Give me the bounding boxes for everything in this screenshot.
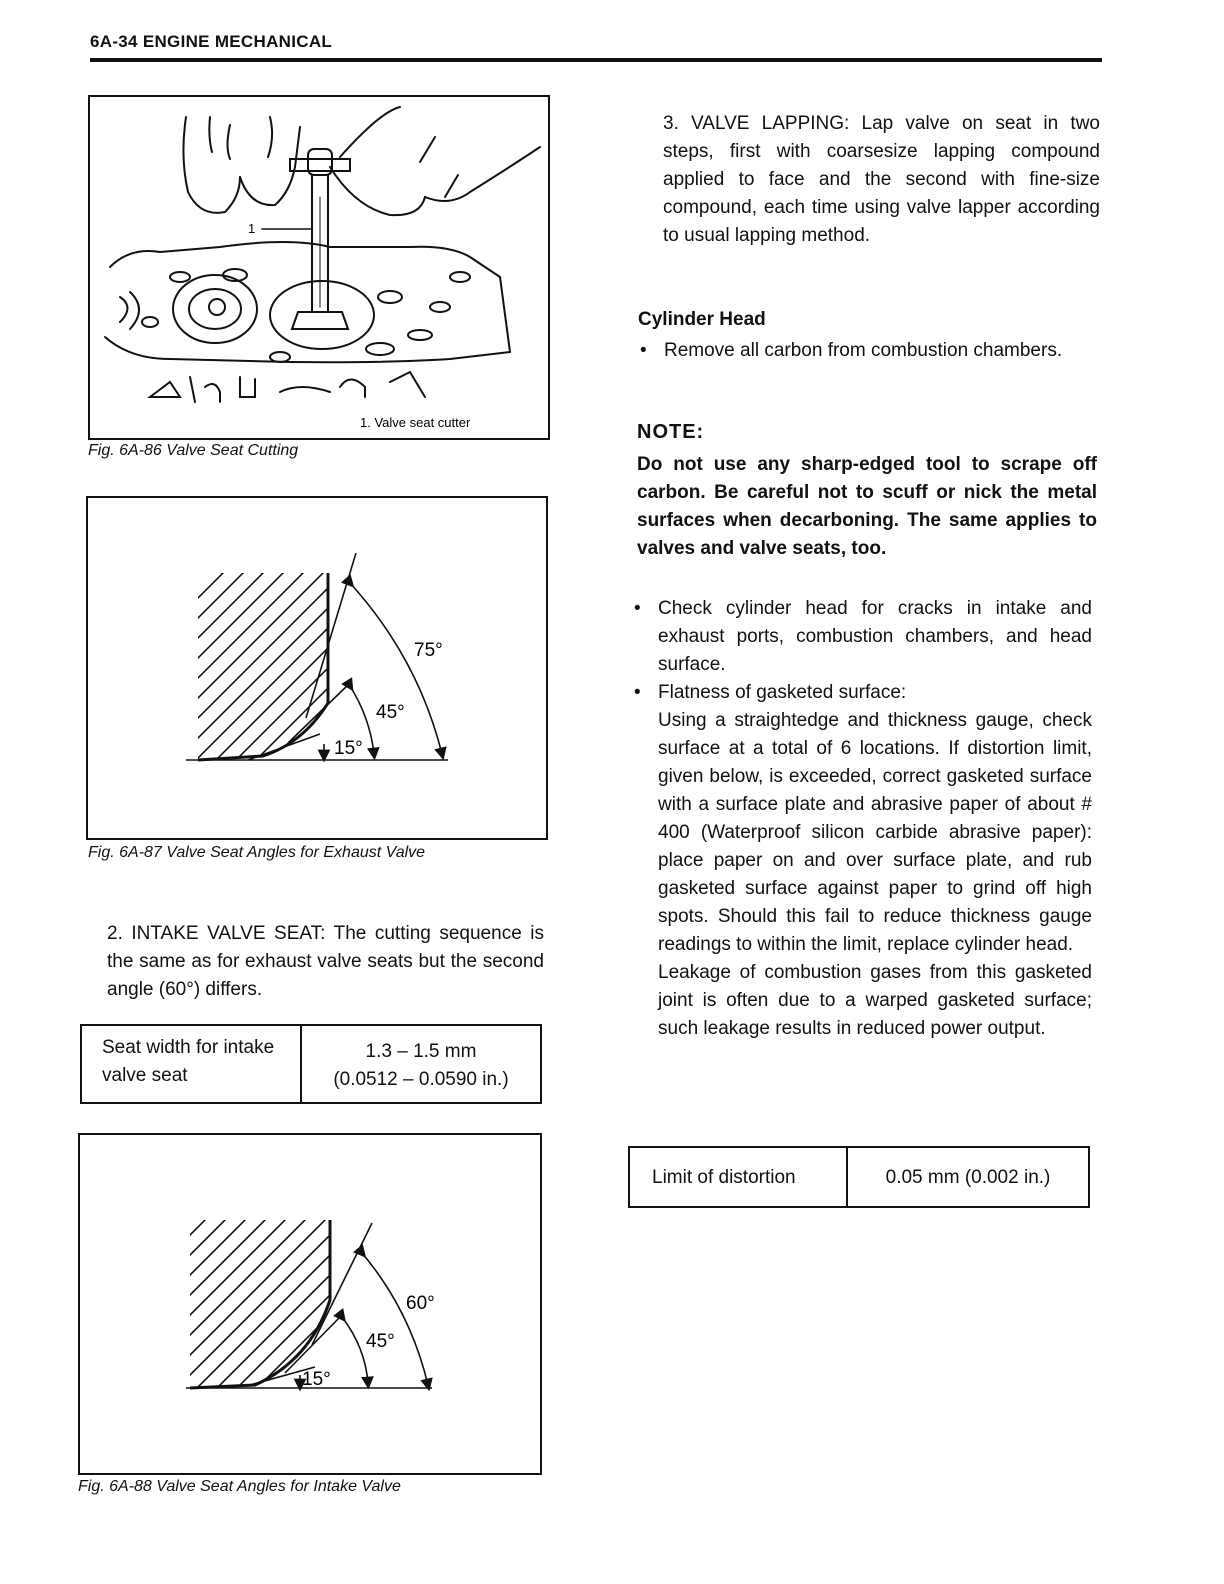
bullet-check-cracks [634,595,1092,679]
figure-caption-6a-86: Fig. 6A-86 Valve Seat Cutting [88,442,299,459]
arc-75 [350,583,442,754]
note-text: Do not use any sharp-edged tool to scrape off carbon. Be careful not to scuff or nick the metal surfaces when decarboning. The same applies to valves and valve seats, too. [637,454,1097,559]
figure-caption-6a-87: Fig. 6A-87 Valve Seat Angles for Exhaust Valve [88,844,426,861]
bullet-icon: • [634,598,641,619]
angle-label-45: 45° [366,1331,395,1352]
bullet-flatness-title: Flatness of gasketed surface: [658,682,907,703]
figure-valve-seat-cutting [88,95,550,440]
cutter-head [292,312,348,329]
distortion-value: 0.05 mm (0.002 in.) [885,1167,1051,1188]
angle-label-15: 15° [302,1369,331,1390]
arc-60 [362,1253,428,1385]
figure-legend: 1. Valve seat cutter [360,415,471,430]
bullet-flatness-body: Using a straightedge and thickness gauge, check surface at a total of 6 locations. If distortion limit, given below, is exceeded, correct gasketed surface with a surface plate and abrasive paper of about # 400 (Waterproof silicon carbide abrasive paper): place paper on and over surface plate, and rub gasketed surface against paper to grind off high spots. Should this fail to reduce thickness gauge readings to within the limit, replace cylinder head. [658,710,1092,955]
distortion-label: Limit of distortion [630,1148,848,1206]
note-heading: NOTE: [637,421,705,443]
page-header: 6A-34 ENGINE MECHANICAL [90,32,333,51]
seat-width-table [80,1024,542,1104]
left-hand-outline [183,117,240,213]
valve-lapping-paragraph: 3. VALVE LAPPING: Lap valve on seat in two steps, first with coarsesize lapping compound applied to face and the second with fine-size compound, each time using valve lapper according to usual lapping method. [663,113,1100,246]
bullet-remove-carbon [640,337,1098,365]
header-rule [90,58,1102,62]
bullet-flatness-leakage: Leakage of combustion gases from this gasketed joint is often due to a warped gasketed surface; such leakage results in reduced power output. [658,962,1092,1039]
seat-width-value [302,1026,540,1102]
bullet-remove-carbon-text: Remove all carbon from combustion chambers. [664,340,1063,361]
valve-seat-cutting-illustration [90,97,548,438]
angle-label-15: 15° [334,738,363,759]
combustion-chamber-left [173,275,257,343]
right-hand-outline [330,167,425,215]
figure-exhaust-valve-angles [86,496,548,840]
bullet-icon: • [640,340,647,361]
intake-seat-angle-diagram [80,1135,540,1473]
bullet-icon: • [634,682,641,703]
angle-label-60: 60° [406,1293,435,1314]
angle-label-75: 75° [414,640,443,661]
bullet-flatness [634,679,1092,1043]
callout-number-1: 1 [248,221,256,236]
combustion-chamber-right [270,281,374,349]
line-45-degree [285,1315,342,1373]
arc-45 [342,1317,368,1383]
bullet-check-cracks-text: Check cylinder head for cracks in intake and exhaust ports, combustion chambers, and head surface. [658,598,1092,675]
angle-label-45: 45° [376,702,405,723]
exhaust-seat-angle-diagram [88,498,546,838]
figure-caption-6a-88: Fig. 6A-88 Valve Seat Angles for Intake Valve [78,1478,401,1495]
distortion-limit-table [628,1146,1090,1208]
figure-intake-valve-angles [78,1133,542,1475]
intake-valve-seat-paragraph: 2. INTAKE VALVE SEAT: The cutting sequence is the same as for exhaust valve seats but the second angle (60°) differs. [107,923,544,1000]
cylinder-head-heading: Cylinder Head [638,309,766,330]
seat-width-mm: 1.3 – 1.5 mm [365,1041,477,1062]
seat-width-label: Seat width for intake valve seat [82,1026,302,1102]
seat-width-in: (0.0512 – 0.0590 in.) [333,1069,509,1090]
line-75-degree [306,553,356,718]
t-handle [290,159,350,171]
